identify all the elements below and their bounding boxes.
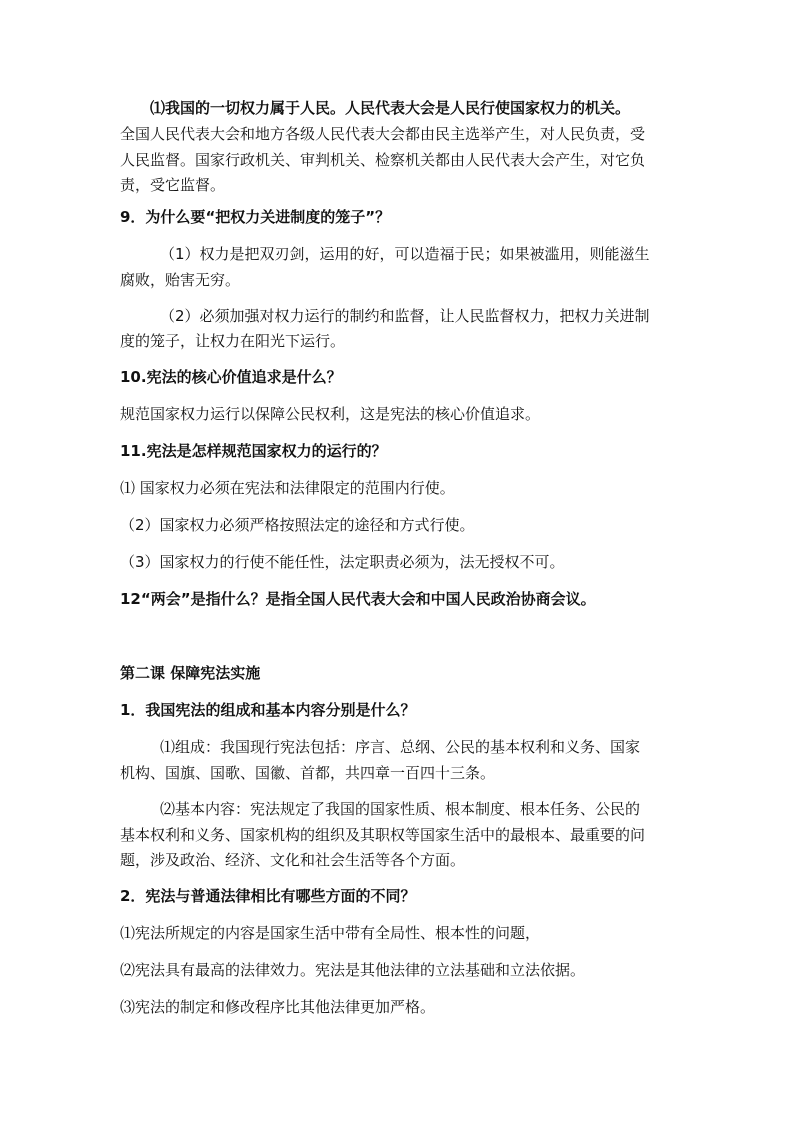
question-10-heading: 10.宪法的核心价值追求是什么？	[120, 368, 342, 386]
q11-answer-1: ⑴ 国家权力必须在宪法和法律限定的范围内行使。	[120, 479, 455, 497]
l2q2-answer-1: ⑴宪法所规定的内容是国家生活中带有全局性、根本性的问题，	[120, 924, 541, 942]
q11-answer-3: （3）国家权力的行使不能任性，法定职责必须为，法无授权不可。	[120, 553, 565, 571]
q10-answer: 规范国家权力运行以保障公民权利，这是宪法的核心价值追求。	[120, 405, 541, 423]
l2q1-answer-2-line-3: 题，涉及政治、经济、文化和社会生活等各个方面。	[120, 851, 466, 869]
para-1-line-3: 人民监督。国家行政机关、审判机关、检察机关都由人民代表大会产生，对它负	[120, 151, 646, 169]
q11-answer-2: （2）国家权力必须严格按照法定的途径和方式行使。	[120, 516, 475, 534]
para-1-line-2: 全国人民代表大会和地方各级人民代表大会都由民主选举产生，对人民负责，受	[120, 125, 646, 143]
q9-answer-2-line-1: （2）必须加强对权力运行的制约和监督，让人民监督权力，把权力关进制	[160, 307, 650, 325]
q9-answer-1-line-1: （1）权力是把双刃剑，运用的好，可以造福于民；如果被滥用，则能滋生	[160, 245, 650, 263]
lesson2-question-1-heading: 1．我国宪法的组成和基本内容分别是什么？	[120, 701, 416, 719]
question-9-heading: 9．为什么要“把权力关进制度的笼子”？	[120, 208, 391, 226]
para-1-line-1: ⑴我国的一切权力属于人民。人民代表大会是人民行使国家权力的机关。	[150, 99, 631, 117]
l2q2-answer-2: ⑵宪法具有最高的法律效力。宪法是其他法律的立法基础和立法依据。	[120, 961, 586, 979]
lesson2-question-2-heading: 2．宪法与普通法律相比有哪些方面的不同？	[120, 887, 416, 905]
question-11-heading: 11.宪法是怎样规范国家权力的运行的？	[120, 442, 387, 460]
lesson-2-title: 第二课 保障宪法实施	[120, 664, 261, 682]
l2q1-answer-1-line-2: 机构、国旗、国歌、国徽、首都，共四章一百四十三条。	[120, 764, 496, 782]
q9-answer-1-line-2: 腐败，贻害无穷。	[120, 271, 241, 289]
q9-answer-2-line-2: 度的笼子，让权力在阳光下运行。	[120, 332, 346, 350]
question-12: 12“两会”是指什么？是指全国人民代表大会和中国人民政治协商会议。	[120, 590, 596, 608]
l2q1-answer-1-line-1: ⑴组成：我国现行宪法包括：序言、总纲、公民的基本权利和义务、国家	[160, 738, 641, 756]
para-1-line-4: 责，受它监督。	[120, 176, 226, 194]
l2q1-answer-2-line-2: 基本权利和义务、国家机构的组织及其职权等国家生活中的最根本、最重要的问	[120, 826, 646, 844]
l2q2-answer-3: ⑶宪法的制定和修改程序比其他法律更加严格。	[120, 998, 436, 1016]
l2q1-answer-2-line-1: ⑵基本内容：宪法规定了我国的国家性质、根本制度、根本任务、公民的	[160, 800, 641, 818]
